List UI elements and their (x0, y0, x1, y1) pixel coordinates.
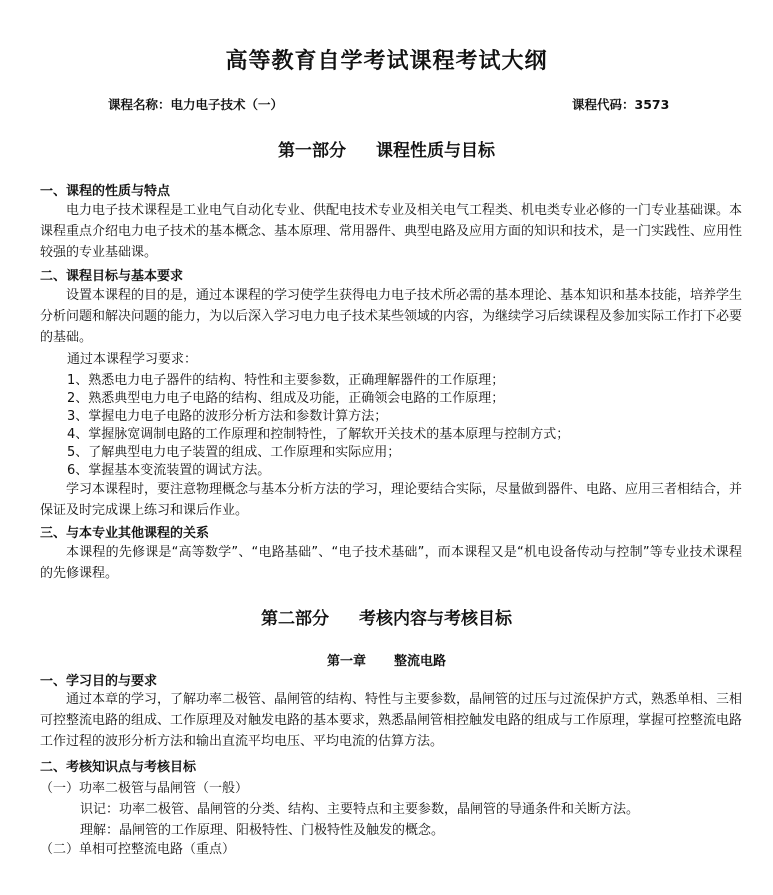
document-title: 高等教育自学考试课程考试大纲 (225, 48, 548, 74)
part1-title: 课程性质与目标 (376, 141, 495, 161)
list-item: 1、熟悉电力电子器件的结构、特性和主要参数，正确理解器件的工作原理； (67, 373, 505, 388)
section2-body: 设置本课程的目的是，通过本课程的学习使学生获得电力电子技术所必需的基本理论、基本知识和基本技能，培养学生分析问题和解决问题的能力，为以后深入学习电力电子技术某些领域的内容，为继续学习后续课程及参加实际工作打下必要的基础。 (40, 288, 743, 345)
part2-heading (0, 604, 773, 629)
subsection-diode-thyristor: （一）功率二极管与晶闸管（一般） (40, 781, 249, 796)
part2-number: 第二部分 (261, 609, 329, 629)
list-item: 6、掌握基本变流装置的调试方法。 (67, 463, 271, 478)
understand-text: 理解：晶闸管的工作原理、阳极特性、门极特性及触发的概念。 (80, 823, 445, 838)
section2-heading: 二、课程目标与基本要求 (40, 269, 184, 284)
section1-heading: 一、课程的性质与特点 (40, 184, 171, 199)
list-item: 3、掌握电力电子电路的波形分析方法和参数计算方法； (67, 409, 388, 424)
chapter1-number: 第一章 (326, 654, 366, 669)
chapter1-title: 整流电路 (394, 654, 447, 669)
list-item: 5、了解典型电力电子装置的组成、工作原理和实际应用； (67, 445, 401, 460)
requirements-intro: 通过本课程学习要求： (67, 352, 198, 367)
chapter1-heading (0, 650, 773, 669)
course-name: 课程名称：电力电子技术（一） (108, 97, 284, 112)
section2-closing: 学习本课程时，要注意物理概念与基本分析方法的学习，理论要结合实际，尽量做到器件、电路、应用三者相结合，并保证及时完成课上练习和课后作业。 (40, 482, 743, 518)
part1-number: 第一部分 (278, 141, 346, 161)
chapter1-assessment-heading: 二、考核知识点与考核目标 (40, 760, 197, 775)
list-item: 4、掌握脉宽调制电路的工作原理和控制特性，了解软开关技术的基本原理与控制方式； (67, 427, 570, 442)
section3-body: 本课程的先修课是“高等数学”、“电路基础”、“电子技术基础”，而本课程又是“机电设备传动与控制”等专业技术课程的先修课程。 (40, 545, 742, 581)
recall-text: 识记：功率二极管、晶闸管的分类、结构、主要特点和主要参数，晶闸管的导通条件和关断方法。 (80, 802, 640, 817)
chapter1-goals-body: 通过本章的学习，了解功率二极管、晶闸管的结构、特性与主要参数，晶闸管的过压与过流保护方式，熟悉单相、三相可控整流电路的组成、工作原理及对触发电路的基本要求，熟悉晶闸管相控触发电路的组成与工作原理，掌握可控整流电路工作过程的波形分析方法和输出直流平均电压、平均电流的估算方法。 (40, 692, 743, 749)
course-code: 课程代码：3573 (572, 97, 670, 112)
subsection-single-phase: （二）单相可控整流电路（重点） (40, 842, 236, 857)
part2-title: 考核内容与考核目标 (359, 609, 512, 629)
part1-heading (0, 136, 773, 161)
section3-heading: 三、与本专业其他课程的关系 (40, 526, 210, 541)
chapter1-goals-heading: 一、学习目的与要求 (40, 674, 158, 689)
list-item: 2、熟悉典型电力电子电路的结构、组成及功能，正确领会电路的工作原理； (67, 391, 505, 406)
section1-body: 电力电子技术课程是工业电气自动化专业、供配电技术专业及相关电气工程类、机电类专业必修的一门专业基础课。本课程重点介绍电力电子技术的基本概念、基本原理、常用器件、典型电路及应用方面的知识和技术，是一门实践性、应用性较强的专业基础课。 (40, 203, 743, 260)
